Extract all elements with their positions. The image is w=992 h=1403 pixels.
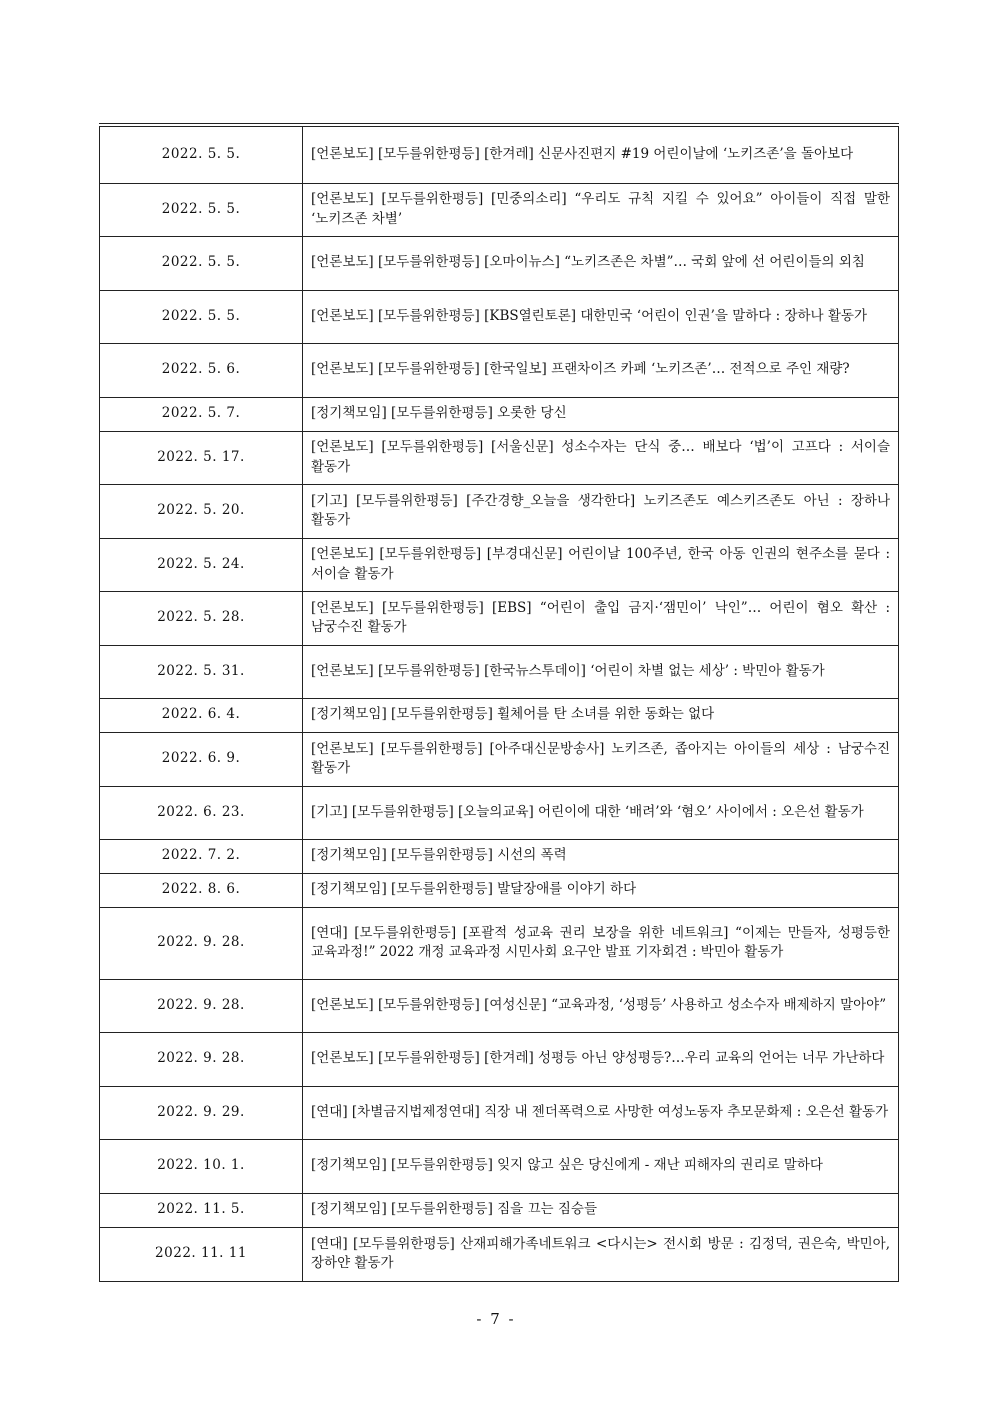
- row-date: 2022. 9. 28.: [100, 1032, 303, 1086]
- row-description: [연대] [모두를위한평등] [포괄적 성교육 권리 보장을 위한 네트워크] “이제는 만들자, 성평등한 교육과정!” 2022 개정 교육과정 시민사회 요구안 발표 기자회견 : 박민아 활동가: [303, 907, 899, 979]
- table-row: [100, 732, 899, 786]
- page-number: - 7 -: [476, 1310, 516, 1328]
- table-row: [100, 645, 899, 698]
- row-date: 2022. 6. 9.: [100, 732, 303, 786]
- row-date: 2022. 5. 7.: [100, 397, 303, 431]
- row-description: [언론보도] [모두를위한평등] [KBS열린토론] 대한민국 ‘어린이 인권’을 말하다 : 장하나 활동가: [303, 290, 899, 343]
- row-description: [언론보도] [모두를위한평등] [민중의소리] “우리도 규칙 지킬 수 있어요” 아이들이 직접 말한 ‘노키즈존 차별’: [303, 183, 899, 236]
- row-date: 2022. 11. 5.: [100, 1193, 303, 1227]
- row-description: [언론보도] [모두를위한평등] [EBS] “어린이 출입 금지·‘잼민이’ 낙인”… 어린이 혐오 확산 : 남궁수진 활동가: [303, 591, 899, 645]
- row-description: [언론보도] [모두를위한평등] [한국일보] 프랜차이즈 카페 ‘노키즈존’… 전적으로 주인 재량?: [303, 343, 899, 397]
- row-date: 2022. 5. 5.: [100, 183, 303, 236]
- activity-table: [99, 123, 899, 1282]
- row-date: 2022. 5. 24.: [100, 538, 303, 591]
- table-row: [100, 484, 899, 538]
- table-row: [100, 397, 899, 431]
- row-description: [언론보도] [모두를위한평등] [한겨레] 신문사진편지 #19 어린이날에 ‘노키즈존’을 돌아보다: [303, 125, 899, 183]
- row-date: 2022. 5. 20.: [100, 484, 303, 538]
- table-row: [100, 873, 899, 907]
- row-description: [정기책모임] [모두를위한평등] 발달장애를 이야기 하다: [303, 873, 899, 907]
- table-row: [100, 786, 899, 839]
- row-date: 2022. 9. 28.: [100, 907, 303, 979]
- table-row: [100, 538, 899, 591]
- row-date: 2022. 6. 4.: [100, 698, 303, 732]
- table-row: [100, 236, 899, 290]
- row-date: 2022. 5. 5.: [100, 290, 303, 343]
- table-row: [100, 979, 899, 1032]
- table-row: [100, 1193, 899, 1227]
- row-description: [언론보도] [모두를위한평등] [한국뉴스투데이] ‘어린이 차별 없는 세상’ : 박민아 활동가: [303, 645, 899, 698]
- row-description: [기고] [모두를위한평등] [오늘의교육] 어린이에 대한 ‘배려’와 ‘혐오’ 사이에서 : 오은선 활동가: [303, 786, 899, 839]
- row-description: [언론보도] [모두를위한평등] [여성신문] “교육과정, ‘성평등’ 사용하고 성소수자 배제하지 말아야”: [303, 979, 899, 1032]
- table-row: [100, 431, 899, 484]
- table-row: [100, 591, 899, 645]
- row-description: [정기책모임] [모두를위한평등] 시선의 폭력: [303, 839, 899, 873]
- row-date: 2022. 6. 23.: [100, 786, 303, 839]
- row-date: 2022. 9. 29.: [100, 1086, 303, 1139]
- table-row: [100, 839, 899, 873]
- table-row: [100, 1032, 899, 1086]
- row-description: [언론보도] [모두를위한평등] [부경대신문] 어린이날 100주년, 한국 아동 인권의 현주소를 묻다 : 서이슬 활동가: [303, 538, 899, 591]
- row-description: [언론보도] [모두를위한평등] [한겨레] 성평등 아닌 양성평등?…우리 교육의 언어는 너무 가난하다: [303, 1032, 899, 1086]
- table-row: [100, 698, 899, 732]
- table-row: [100, 1139, 899, 1193]
- row-date: 2022. 5. 28.: [100, 591, 303, 645]
- row-date: 2022. 5. 5.: [100, 125, 303, 183]
- row-date: 2022. 7. 2.: [100, 839, 303, 873]
- row-description: [정기책모임] [모두를위한평등] 짐을 끄는 짐승들: [303, 1193, 899, 1227]
- row-date: 2022. 10. 1.: [100, 1139, 303, 1193]
- row-description: [정기책모임] [모두를위한평등] 잊지 않고 싶은 당신에게 - 재난 피해자의 권리로 말하다: [303, 1139, 899, 1193]
- row-description: [언론보도] [모두를위한평등] [오마이뉴스] “노키즈존은 차별”… 국회 앞에 선 어린이들의 외침: [303, 236, 899, 290]
- table-row: [100, 1086, 899, 1139]
- table-row: [100, 343, 899, 397]
- row-description: [연대] [차별금지법제정연대] 직장 내 젠더폭력으로 사망한 여성노동자 추모문화제 : 오은선 활동가: [303, 1086, 899, 1139]
- table-row: [100, 1227, 899, 1281]
- row-description: [정기책모임] [모두를위한평등] 오롯한 당신: [303, 397, 899, 431]
- row-date: 2022. 9. 28.: [100, 979, 303, 1032]
- row-date: 2022. 11. 11: [100, 1227, 303, 1281]
- row-description: [언론보도] [모두를위한평등] [서울신문] 성소수자는 단식 중… 배보다 ‘법’이 고프다 : 서이슬 활동가: [303, 431, 899, 484]
- row-description: [언론보도] [모두를위한평등] [아주대신문방송사] 노키즈존, 좁아지는 아이들의 세상 : 남궁수진 활동가: [303, 732, 899, 786]
- row-date: 2022. 8. 6.: [100, 873, 303, 907]
- row-description: [정기책모임] [모두를위한평등] 휠체어를 탄 소녀를 위한 동화는 없다: [303, 698, 899, 732]
- table-row: [100, 290, 899, 343]
- row-date: 2022. 5. 5.: [100, 236, 303, 290]
- table-row: [100, 907, 899, 979]
- table-row: [100, 183, 899, 236]
- row-description: [기고] [모두를위한평등] [주간경향_오늘을 생각한다] 노키즈존도 예스키즈존도 아닌 : 장하나 활동가: [303, 484, 899, 538]
- row-date: 2022. 5. 31.: [100, 645, 303, 698]
- table-row: [100, 125, 899, 183]
- row-date: 2022. 5. 17.: [100, 431, 303, 484]
- row-date: 2022. 5. 6.: [100, 343, 303, 397]
- row-description: [연대] [모두를위한평등] 산재피해가족네트워크 <다시는> 전시회 방문 : 김정덕, 권은숙, 박민아, 장하얀 활동가: [303, 1227, 899, 1281]
